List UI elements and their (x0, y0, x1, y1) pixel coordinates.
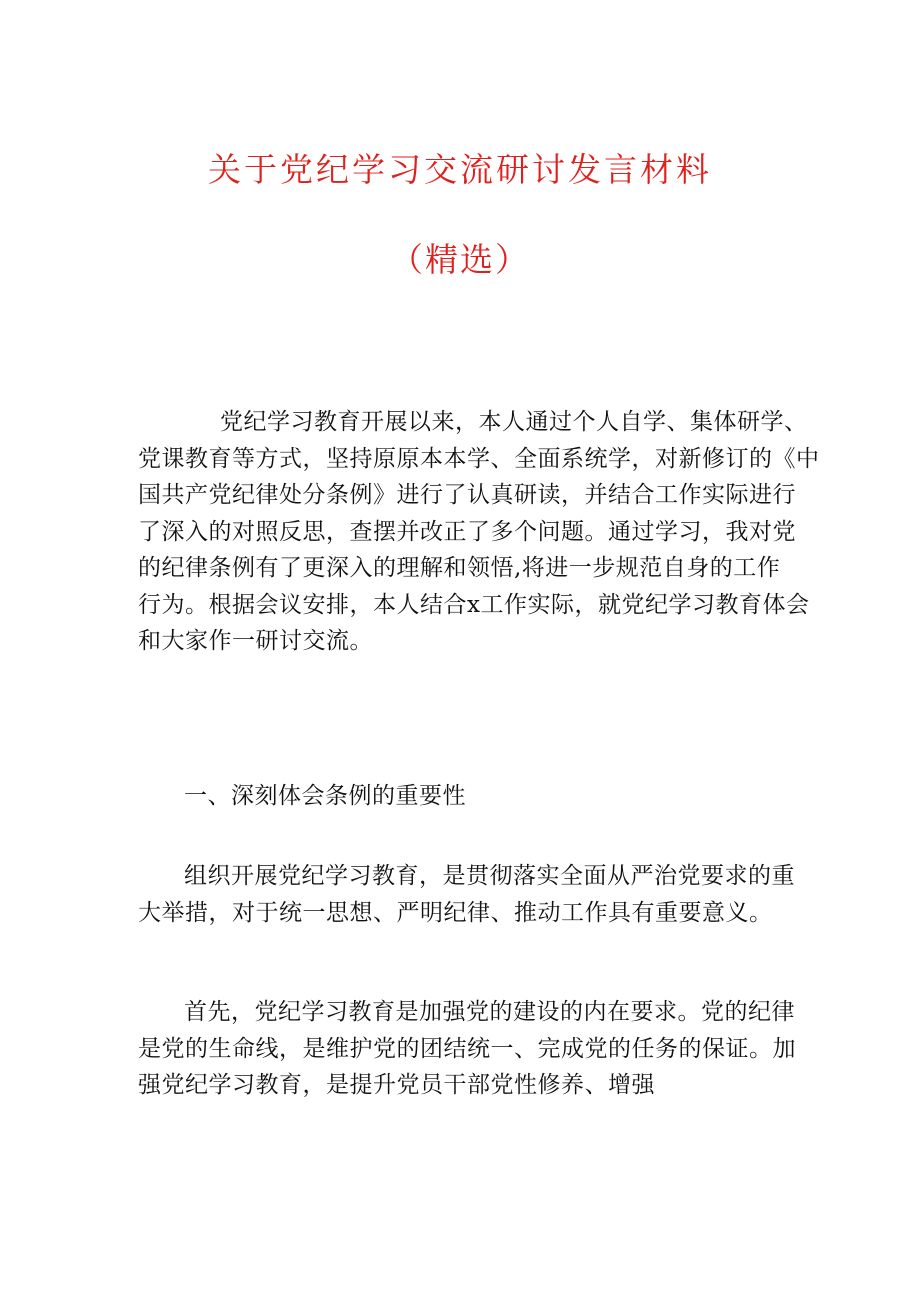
paragraph-line: 的纪律条例有了更深入的理解和领悟,将进一步规范自身的工作 (138, 555, 781, 581)
document-title: 关于党纪学习交流研讨发言材料 (208, 150, 712, 189)
body-paragraph (138, 858, 798, 931)
paragraph-line: 强党纪学习教育，是提升党员干部党性修养、增强 (138, 1072, 655, 1098)
paragraph-line: 了深入的对照反思，查摆并改正了多个问题。通过学习，我对党 (138, 518, 796, 545)
section-heading-text: 一、深刻体会条例的重要性 (184, 783, 466, 809)
paragraph-line: 是党的生命线，是维护党的团结统一、完成党的任务的保证。加 (138, 1035, 796, 1062)
document-subtitle: （精选） (390, 240, 530, 279)
paragraph-line: 行为。根据会议安排，本人结合x工作实际，就党纪学习教育体会 (138, 591, 810, 618)
paragraph-line: 组织开展党纪学习教育，是贯彻落实全面从严治党要求的重 (184, 863, 795, 889)
paragraph-line: 国共产党纪律处分条例》进行了认真研读，并结合工作实际进行 (138, 482, 796, 508)
intro-paragraph (138, 404, 820, 660)
section-heading (138, 778, 798, 815)
paragraph-line: 党纪学习教育开展以来，本人通过个人自学、集体研学、 (220, 409, 808, 435)
paragraph-line: 首先，党纪学习教育是加强党的建设的内在要求。党的纪律 (184, 999, 795, 1025)
paragraph-line: 和大家作一研讨交流。 (138, 628, 373, 654)
paragraph-line: 大举措，对于统一思想、严明纪律、推动工作具有重要意义。 (138, 899, 773, 926)
paragraph-line: 党课教育等方式，坚持原原本本学、全面系统学，对新修订的《中 (138, 445, 820, 472)
body-paragraph (138, 994, 798, 1104)
